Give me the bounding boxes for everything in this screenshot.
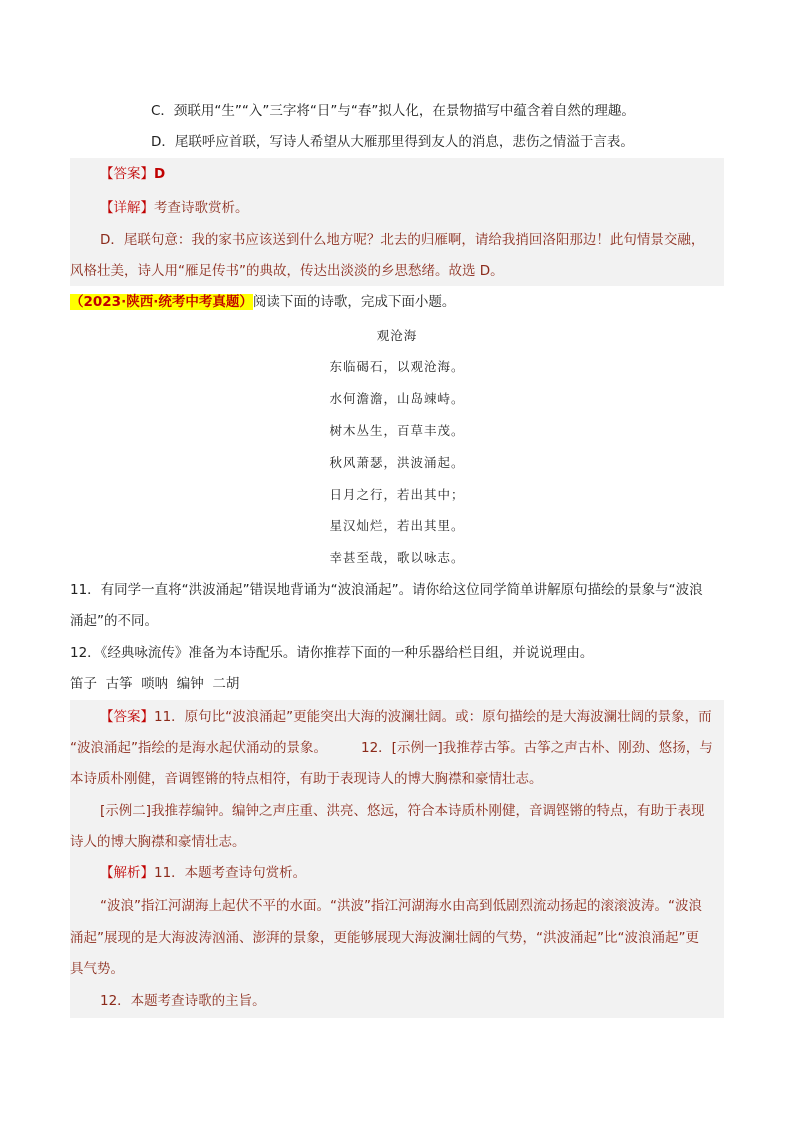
instruction: 阅读下面的诗歌，完成下面小题。 — [252, 294, 456, 310]
answer-line3: 本诗质朴刚健，音调铿锵的特点相符，有助于表现诗人的博大胸襟和豪情壮志。 — [70, 771, 543, 787]
poem-line-4: 秋风萧瑟，洪波涌起。 — [329, 455, 465, 470]
answer-text-2a: “波浪涌起”指绘的是海水起伏涌动的景象。 — [70, 740, 327, 756]
question-11-line1: 11．有同学一直将“洪波涌起”错误地背诵为“波浪涌起”。请你给这位同学简单讲解原句描绘的景象与“波浪 — [70, 582, 703, 598]
analysis-line3: 涌起”展现的是大海波涛汹涌、澎湃的景象，更能够展现大海波澜壮阔的气势，“洪波涌起”比“波浪涌起”更 — [70, 930, 699, 946]
source-line — [70, 292, 455, 312]
detail-text: 考查诗歌赏析。 — [154, 200, 249, 216]
poem-line-3: 树木丛生，百草丰茂。 — [329, 423, 465, 438]
poem-line-6: 星汉灿烂，若出其里。 — [329, 518, 465, 533]
answer-line1 — [100, 707, 712, 727]
source-tag: （2023·陕西·统考中考真题） — [70, 294, 253, 310]
poem-line-7: 幸甚至哉，歌以咏志。 — [329, 550, 465, 565]
answer-block-label: 【答案】 — [100, 709, 154, 725]
answer-text-2b: 12．[示例一]我推荐古筝。古筝之声古朴、刚劲、悠扬，与 — [361, 740, 713, 756]
analysis-text-1: 11．本题考查诗句赏析。 — [154, 865, 307, 881]
q10-explain-line1: D．尾联句意：我的家书应该送到什么地方呢？北去的归雁啊，请给我捎回洛阳那边！此句情景交融， — [100, 232, 705, 248]
analysis-line2: “波浪”指江河湖海上起伏不平的水面。“洪波”指江河湖海水由高到低剧烈流动扬起的滚滚波涛。“波浪 — [100, 898, 702, 914]
answer-line4: [示例二]我推荐编钟。编钟之声庄重、洪亮、悠远，符合本诗质朴刚健，音调铿锵的特点，有助于表现 — [100, 803, 705, 819]
detail-label: 【详解】 — [100, 200, 154, 216]
q10-detail — [100, 198, 249, 218]
analysis-label: 【解析】 — [100, 865, 154, 881]
answer-value: D — [154, 166, 166, 182]
poem-line-5: 日月之行，若出其中； — [329, 487, 465, 502]
analysis-line5: 12．本题考查诗歌的主旨。 — [100, 993, 266, 1009]
poem-line-2: 水何澹澹，山岛竦峙。 — [329, 391, 465, 406]
option-c: C．颈联用“生”“入”三字将“日”与“春”拟人化，在景物描写中蕴含着自然的理趣。 — [151, 103, 635, 119]
question-12: 12．《经典咏流传》准备为本诗配乐。请你推荐下面的一种乐器给栏目组，并说说理由。 — [70, 645, 594, 661]
poem-title: 观沧海 — [376, 328, 418, 343]
instrument-list: 笛子 古筝 唢呐 编钟 二胡 — [70, 676, 240, 692]
answer-text-1: 11．原句比“波浪涌起”更能突出大海的波澜壮阔。或：原句描绘的是大海波澜壮阔的景象，而 — [154, 709, 712, 725]
q10-explain-line2: 风格壮美，诗人用“雁足传书”的典故，传达出淡淡的乡思愁绪。故选 D。 — [70, 263, 504, 279]
option-d: D．尾联呼应首联，写诗人希望从大雁那里得到友人的消息，悲伤之情溢于言表。 — [151, 134, 634, 150]
answer-line2 — [70, 738, 713, 758]
analysis-line4: 具气势。 — [70, 961, 124, 977]
answer-label: 【答案】 — [100, 166, 154, 182]
analysis-line1 — [100, 863, 306, 883]
poem-line-1: 东临碣石，以观沧海。 — [329, 359, 465, 374]
answer-line5: 诗人的博大胸襟和豪情壮志。 — [70, 834, 246, 850]
q10-answer — [100, 164, 165, 184]
question-11-line2: 涌起”的不同。 — [70, 613, 158, 629]
